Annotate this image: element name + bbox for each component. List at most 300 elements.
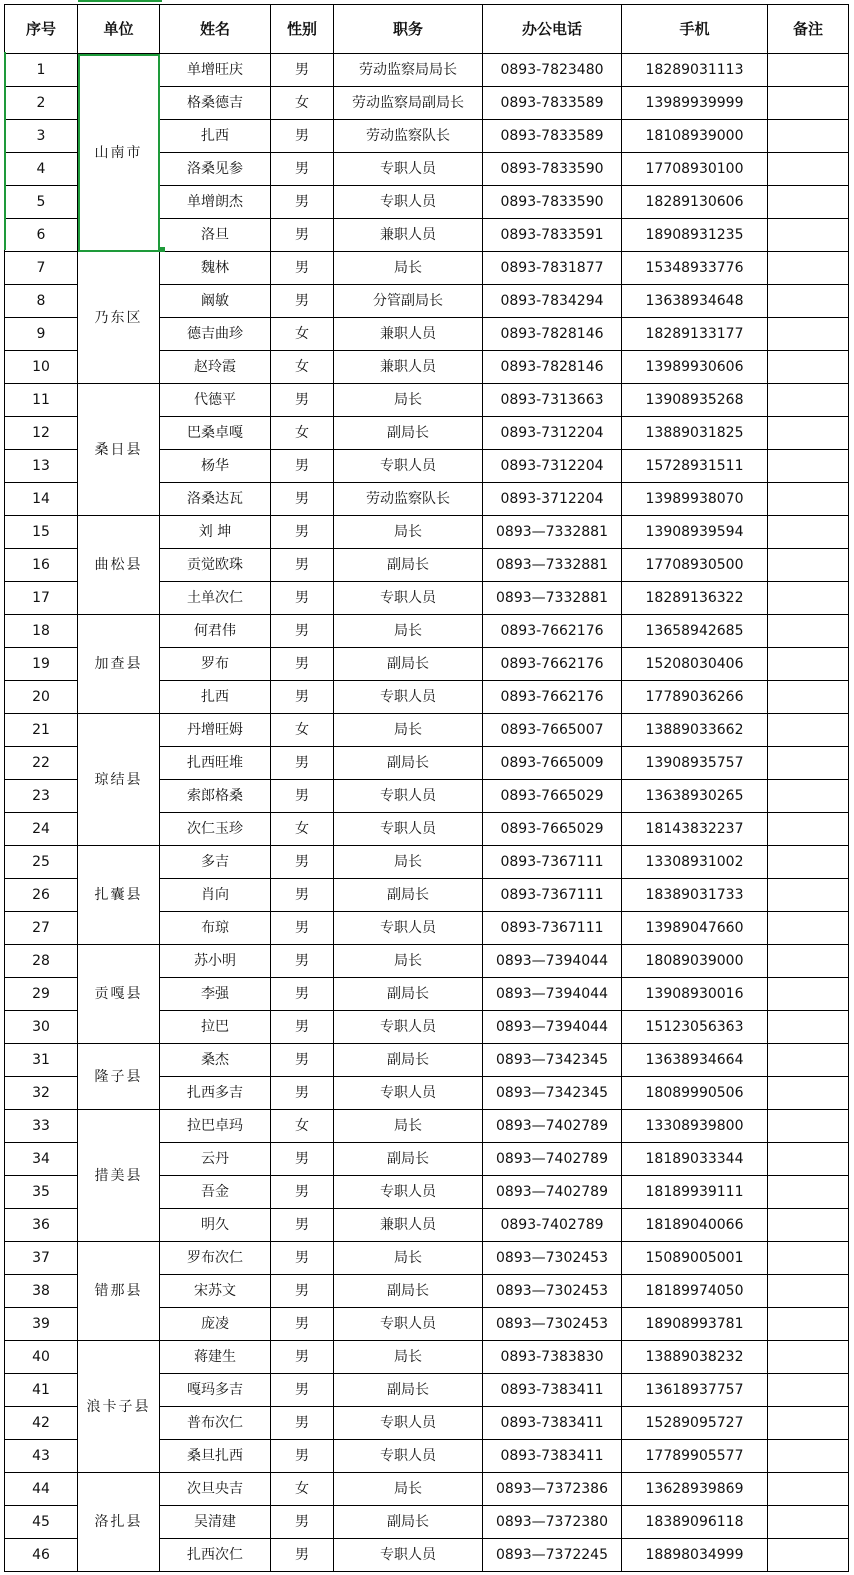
position-cell[interactable]: 副局长 (334, 417, 483, 450)
mobile-cell[interactable]: 18189939111 (622, 1176, 768, 1209)
sex-cell[interactable]: 女 (271, 714, 334, 747)
note-cell[interactable] (768, 219, 849, 252)
sex-cell[interactable]: 女 (271, 351, 334, 384)
unit-cell[interactable]: 措美县 (78, 1110, 160, 1242)
position-cell[interactable]: 副局长 (334, 978, 483, 1011)
sex-cell[interactable]: 男 (271, 483, 334, 516)
office-phone-cell[interactable]: 0893-7665009 (483, 747, 622, 780)
note-cell[interactable] (768, 450, 849, 483)
note-cell[interactable] (768, 1440, 849, 1473)
seq-cell[interactable]: 39 (5, 1308, 78, 1341)
office-phone-cell[interactable]: 0893-7383411 (483, 1440, 622, 1473)
position-cell[interactable]: 劳动监察队长 (334, 120, 483, 153)
position-cell[interactable]: 局长 (334, 252, 483, 285)
position-cell[interactable]: 劳动监察局副局长 (334, 87, 483, 120)
seq-cell[interactable]: 40 (5, 1341, 78, 1374)
name-cell[interactable]: 赵玲霞 (160, 351, 271, 384)
seq-cell[interactable]: 21 (5, 714, 78, 747)
position-cell[interactable]: 副局长 (334, 879, 483, 912)
note-cell[interactable] (768, 1473, 849, 1506)
office-phone-cell[interactable]: 0893-7823480 (483, 54, 622, 87)
name-cell[interactable]: 嘎玛多吉 (160, 1374, 271, 1407)
office-phone-cell[interactable]: 0893—7402789 (483, 1110, 622, 1143)
sex-cell[interactable]: 男 (271, 120, 334, 153)
name-cell[interactable]: 代德平 (160, 384, 271, 417)
sex-cell[interactable]: 男 (271, 153, 334, 186)
seq-cell[interactable]: 32 (5, 1077, 78, 1110)
position-cell[interactable]: 局长 (334, 1242, 483, 1275)
seq-cell[interactable]: 42 (5, 1407, 78, 1440)
seq-cell[interactable]: 37 (5, 1242, 78, 1275)
mobile-cell[interactable]: 13308939800 (622, 1110, 768, 1143)
note-cell[interactable] (768, 714, 849, 747)
office-phone-cell[interactable]: 0893—7332881 (483, 549, 622, 582)
name-cell[interactable]: 蒋建生 (160, 1341, 271, 1374)
position-cell[interactable]: 专职人员 (334, 153, 483, 186)
seq-cell[interactable]: 43 (5, 1440, 78, 1473)
position-cell[interactable]: 副局长 (334, 549, 483, 582)
seq-cell[interactable]: 29 (5, 978, 78, 1011)
seq-cell[interactable]: 13 (5, 450, 78, 483)
name-cell[interactable]: 扎西次仁 (160, 1539, 271, 1572)
note-cell[interactable] (768, 615, 849, 648)
unit-cell[interactable]: 山南市 (78, 54, 160, 252)
mobile-cell[interactable]: 17789905577 (622, 1440, 768, 1473)
office-phone-cell[interactable]: 0893—7332881 (483, 516, 622, 549)
unit-cell[interactable]: 洛扎县 (78, 1473, 160, 1572)
office-phone-cell[interactable]: 0893—7372386 (483, 1473, 622, 1506)
unit-cell[interactable]: 错那县 (78, 1242, 160, 1341)
name-cell[interactable]: 扎西多吉 (160, 1077, 271, 1110)
name-cell[interactable]: 索郎格桑 (160, 780, 271, 813)
position-cell[interactable]: 局长 (334, 1110, 483, 1143)
sex-cell[interactable]: 男 (271, 1308, 334, 1341)
position-cell[interactable]: 副局长 (334, 1143, 483, 1176)
note-cell[interactable] (768, 1341, 849, 1374)
mobile-cell[interactable]: 18189040066 (622, 1209, 768, 1242)
seq-cell[interactable]: 16 (5, 549, 78, 582)
mobile-cell[interactable]: 18908931235 (622, 219, 768, 252)
name-cell[interactable]: 拉巴 (160, 1011, 271, 1044)
name-cell[interactable]: 庞凌 (160, 1308, 271, 1341)
mobile-cell[interactable]: 15089005001 (622, 1242, 768, 1275)
office-phone-cell[interactable]: 0893-7367111 (483, 912, 622, 945)
position-cell[interactable]: 兼职人员 (334, 351, 483, 384)
sex-cell[interactable]: 男 (271, 681, 334, 714)
sex-cell[interactable]: 男 (271, 1341, 334, 1374)
position-cell[interactable]: 兼职人员 (334, 318, 483, 351)
seq-cell[interactable]: 44 (5, 1473, 78, 1506)
note-cell[interactable] (768, 1077, 849, 1110)
mobile-cell[interactable]: 17708930100 (622, 153, 768, 186)
name-cell[interactable]: 肖向 (160, 879, 271, 912)
name-cell[interactable]: 次仁玉珍 (160, 813, 271, 846)
name-cell[interactable]: 李强 (160, 978, 271, 1011)
header-note[interactable]: 备注 (768, 5, 849, 54)
mobile-cell[interactable]: 13618937757 (622, 1374, 768, 1407)
position-cell[interactable]: 专职人员 (334, 1308, 483, 1341)
office-phone-cell[interactable]: 0893—7302453 (483, 1275, 622, 1308)
name-cell[interactable]: 单增朗杰 (160, 186, 271, 219)
header-unit[interactable]: 单位 (78, 5, 160, 54)
sex-cell[interactable]: 男 (271, 582, 334, 615)
sex-cell[interactable]: 男 (271, 450, 334, 483)
sex-cell[interactable]: 男 (271, 879, 334, 912)
name-cell[interactable]: 刘 坤 (160, 516, 271, 549)
seq-cell[interactable]: 15 (5, 516, 78, 549)
note-cell[interactable] (768, 54, 849, 87)
note-cell[interactable] (768, 813, 849, 846)
sex-cell[interactable]: 男 (271, 54, 334, 87)
mobile-cell[interactable]: 13908935268 (622, 384, 768, 417)
office-phone-cell[interactable]: 0893—7302453 (483, 1308, 622, 1341)
mobile-cell[interactable]: 13889031825 (622, 417, 768, 450)
name-cell[interactable]: 洛桑见参 (160, 153, 271, 186)
note-cell[interactable] (768, 417, 849, 450)
sex-cell[interactable]: 女 (271, 1473, 334, 1506)
office-phone-cell[interactable]: 0893-7831877 (483, 252, 622, 285)
mobile-cell[interactable]: 13658942685 (622, 615, 768, 648)
note-cell[interactable] (768, 648, 849, 681)
office-phone-cell[interactable]: 0893-7662176 (483, 615, 622, 648)
office-phone-cell[interactable]: 0893—7332881 (483, 582, 622, 615)
mobile-cell[interactable]: 13989939999 (622, 87, 768, 120)
sex-cell[interactable]: 男 (271, 1044, 334, 1077)
name-cell[interactable]: 杨华 (160, 450, 271, 483)
note-cell[interactable] (768, 186, 849, 219)
mobile-cell[interactable]: 15123056363 (622, 1011, 768, 1044)
sex-cell[interactable]: 男 (271, 384, 334, 417)
position-cell[interactable]: 专职人员 (334, 1077, 483, 1110)
sex-cell[interactable]: 男 (271, 648, 334, 681)
position-cell[interactable]: 局长 (334, 714, 483, 747)
seq-cell[interactable]: 36 (5, 1209, 78, 1242)
name-cell[interactable]: 吴清建 (160, 1506, 271, 1539)
mobile-cell[interactable]: 13308931002 (622, 846, 768, 879)
position-cell[interactable]: 副局长 (334, 1506, 483, 1539)
sex-cell[interactable]: 男 (271, 1077, 334, 1110)
position-cell[interactable]: 劳动监察局局长 (334, 54, 483, 87)
seq-cell[interactable]: 45 (5, 1506, 78, 1539)
office-phone-cell[interactable]: 0893—7394044 (483, 945, 622, 978)
position-cell[interactable]: 局长 (334, 846, 483, 879)
seq-cell[interactable]: 19 (5, 648, 78, 681)
office-phone-cell[interactable]: 0893-7662176 (483, 681, 622, 714)
sex-cell[interactable]: 男 (271, 252, 334, 285)
note-cell[interactable] (768, 1011, 849, 1044)
mobile-cell[interactable]: 13908935757 (622, 747, 768, 780)
seq-cell[interactable]: 22 (5, 747, 78, 780)
sex-cell[interactable]: 男 (271, 1374, 334, 1407)
name-cell[interactable]: 多吉 (160, 846, 271, 879)
mobile-cell[interactable]: 18089039000 (622, 945, 768, 978)
mobile-cell[interactable]: 17708930500 (622, 549, 768, 582)
header-name[interactable]: 姓名 (160, 5, 271, 54)
position-cell[interactable]: 专职人员 (334, 912, 483, 945)
note-cell[interactable] (768, 1506, 849, 1539)
seq-cell[interactable]: 5 (5, 186, 78, 219)
unit-cell[interactable]: 乃东区 (78, 252, 160, 384)
position-cell[interactable]: 局长 (334, 384, 483, 417)
office-phone-cell[interactable]: 0893-7833589 (483, 87, 622, 120)
office-phone-cell[interactable]: 0893—7342345 (483, 1077, 622, 1110)
seq-cell[interactable]: 35 (5, 1176, 78, 1209)
note-cell[interactable] (768, 252, 849, 285)
seq-cell[interactable]: 11 (5, 384, 78, 417)
sex-cell[interactable]: 男 (271, 1407, 334, 1440)
seq-cell[interactable]: 6 (5, 219, 78, 252)
mobile-cell[interactable]: 13889033662 (622, 714, 768, 747)
note-cell[interactable] (768, 978, 849, 1011)
mobile-cell[interactable]: 18389096118 (622, 1506, 768, 1539)
seq-cell[interactable]: 9 (5, 318, 78, 351)
unit-cell[interactable]: 隆子县 (78, 1044, 160, 1110)
unit-cell[interactable]: 浪卡子县 (78, 1341, 160, 1473)
position-cell[interactable]: 副局长 (334, 747, 483, 780)
name-cell[interactable]: 巴桑卓嘎 (160, 417, 271, 450)
mobile-cell[interactable]: 13638934648 (622, 285, 768, 318)
note-cell[interactable] (768, 153, 849, 186)
position-cell[interactable]: 副局长 (334, 648, 483, 681)
note-cell[interactable] (768, 516, 849, 549)
seq-cell[interactable]: 8 (5, 285, 78, 318)
mobile-cell[interactable]: 18189974050 (622, 1275, 768, 1308)
sex-cell[interactable]: 男 (271, 846, 334, 879)
sex-cell[interactable]: 男 (271, 615, 334, 648)
office-phone-cell[interactable]: 0893—7342345 (483, 1044, 622, 1077)
name-cell[interactable]: 普布次仁 (160, 1407, 271, 1440)
mobile-cell[interactable]: 15728931511 (622, 450, 768, 483)
seq-cell[interactable]: 7 (5, 252, 78, 285)
note-cell[interactable] (768, 1209, 849, 1242)
position-cell[interactable]: 局长 (334, 516, 483, 549)
sex-cell[interactable]: 男 (271, 1506, 334, 1539)
name-cell[interactable]: 苏小明 (160, 945, 271, 978)
office-phone-cell[interactable]: 0893—7302453 (483, 1242, 622, 1275)
office-phone-cell[interactable]: 0893-7383411 (483, 1374, 622, 1407)
seq-cell[interactable]: 2 (5, 87, 78, 120)
mobile-cell[interactable]: 13638934664 (622, 1044, 768, 1077)
position-cell[interactable]: 专职人员 (334, 582, 483, 615)
note-cell[interactable] (768, 1275, 849, 1308)
name-cell[interactable]: 何君伟 (160, 615, 271, 648)
sex-cell[interactable]: 男 (271, 1209, 334, 1242)
office-phone-cell[interactable]: 0893-7828146 (483, 351, 622, 384)
position-cell[interactable]: 兼职人员 (334, 1209, 483, 1242)
name-cell[interactable]: 洛旦 (160, 219, 271, 252)
sex-cell[interactable]: 女 (271, 813, 334, 846)
office-phone-cell[interactable]: 0893-7665029 (483, 780, 622, 813)
note-cell[interactable] (768, 1110, 849, 1143)
mobile-cell[interactable]: 18289133177 (622, 318, 768, 351)
note-cell[interactable] (768, 1539, 849, 1572)
seq-cell[interactable]: 14 (5, 483, 78, 516)
mobile-cell[interactable]: 17789036266 (622, 681, 768, 714)
name-cell[interactable]: 明久 (160, 1209, 271, 1242)
name-cell[interactable]: 德吉曲珍 (160, 318, 271, 351)
seq-cell[interactable]: 38 (5, 1275, 78, 1308)
sex-cell[interactable]: 男 (271, 186, 334, 219)
seq-cell[interactable]: 17 (5, 582, 78, 615)
office-phone-cell[interactable]: 0893-7402789 (483, 1209, 622, 1242)
sex-cell[interactable]: 女 (271, 87, 334, 120)
name-cell[interactable]: 云丹 (160, 1143, 271, 1176)
office-phone-cell[interactable]: 0893—7394044 (483, 1011, 622, 1044)
seq-cell[interactable]: 10 (5, 351, 78, 384)
unit-cell[interactable]: 扎囊县 (78, 846, 160, 945)
unit-cell[interactable]: 曲松县 (78, 516, 160, 615)
position-cell[interactable]: 专职人员 (334, 681, 483, 714)
sex-cell[interactable]: 男 (271, 285, 334, 318)
sex-cell[interactable]: 男 (271, 1275, 334, 1308)
sex-cell[interactable]: 男 (271, 1176, 334, 1209)
note-cell[interactable] (768, 1308, 849, 1341)
office-phone-cell[interactable]: 0893-7833590 (483, 186, 622, 219)
office-phone-cell[interactable]: 0893-7834294 (483, 285, 622, 318)
office-phone-cell[interactable]: 0893-7383411 (483, 1407, 622, 1440)
mobile-cell[interactable]: 15208030406 (622, 648, 768, 681)
position-cell[interactable]: 兼职人员 (334, 219, 483, 252)
position-cell[interactable]: 局长 (334, 945, 483, 978)
note-cell[interactable] (768, 846, 849, 879)
office-phone-cell[interactable]: 0893-7833591 (483, 219, 622, 252)
mobile-cell[interactable]: 13989938070 (622, 483, 768, 516)
seq-cell[interactable]: 1 (5, 54, 78, 87)
selection-fill-handle[interactable] (160, 247, 165, 252)
note-cell[interactable] (768, 1044, 849, 1077)
seq-cell[interactable]: 46 (5, 1539, 78, 1572)
seq-cell[interactable]: 31 (5, 1044, 78, 1077)
seq-cell[interactable]: 41 (5, 1374, 78, 1407)
sex-cell[interactable]: 男 (271, 1242, 334, 1275)
unit-cell[interactable]: 琼结县 (78, 714, 160, 846)
office-phone-cell[interactable]: 0893-7312204 (483, 417, 622, 450)
name-cell[interactable]: 扎西旺堆 (160, 747, 271, 780)
note-cell[interactable] (768, 318, 849, 351)
unit-cell[interactable]: 贡嘎县 (78, 945, 160, 1044)
seq-cell[interactable]: 24 (5, 813, 78, 846)
name-cell[interactable]: 土单次仁 (160, 582, 271, 615)
position-cell[interactable]: 专职人员 (334, 813, 483, 846)
mobile-cell[interactable]: 13908939594 (622, 516, 768, 549)
position-cell[interactable]: 局长 (334, 615, 483, 648)
name-cell[interactable]: 罗布 (160, 648, 271, 681)
sex-cell[interactable]: 男 (271, 516, 334, 549)
seq-cell[interactable]: 3 (5, 120, 78, 153)
office-phone-cell[interactable]: 0893-7833590 (483, 153, 622, 186)
sex-cell[interactable]: 女 (271, 1110, 334, 1143)
sex-cell[interactable]: 男 (271, 912, 334, 945)
office-phone-cell[interactable]: 0893-3712204 (483, 483, 622, 516)
office-phone-cell[interactable]: 0893-7665007 (483, 714, 622, 747)
header-position[interactable]: 职务 (334, 5, 483, 54)
office-phone-cell[interactable]: 0893—7372380 (483, 1506, 622, 1539)
seq-cell[interactable]: 23 (5, 780, 78, 813)
name-cell[interactable]: 贡觉欧珠 (160, 549, 271, 582)
unit-cell[interactable]: 加查县 (78, 615, 160, 714)
mobile-cell[interactable]: 18289031113 (622, 54, 768, 87)
name-cell[interactable]: 桑旦扎西 (160, 1440, 271, 1473)
sex-cell[interactable]: 男 (271, 978, 334, 1011)
unit-cell[interactable]: 桑日县 (78, 384, 160, 516)
name-cell[interactable]: 阚敏 (160, 285, 271, 318)
mobile-cell[interactable]: 18389031733 (622, 879, 768, 912)
position-cell[interactable]: 副局长 (334, 1374, 483, 1407)
mobile-cell[interactable]: 18189033344 (622, 1143, 768, 1176)
office-phone-cell[interactable]: 0893—7402789 (483, 1176, 622, 1209)
name-cell[interactable]: 单增旺庆 (160, 54, 271, 87)
position-cell[interactable]: 专职人员 (334, 1176, 483, 1209)
office-phone-cell[interactable]: 0893-7828146 (483, 318, 622, 351)
note-cell[interactable] (768, 351, 849, 384)
position-cell[interactable]: 分管副局长 (334, 285, 483, 318)
sex-cell[interactable]: 男 (271, 747, 334, 780)
note-cell[interactable] (768, 1374, 849, 1407)
sex-cell[interactable]: 男 (271, 219, 334, 252)
mobile-cell[interactable]: 18289136322 (622, 582, 768, 615)
mobile-cell[interactable]: 13628939869 (622, 1473, 768, 1506)
sex-cell[interactable]: 男 (271, 1440, 334, 1473)
office-phone-cell[interactable]: 0893-7383830 (483, 1341, 622, 1374)
position-cell[interactable]: 专职人员 (334, 780, 483, 813)
office-phone-cell[interactable]: 0893—7402789 (483, 1143, 622, 1176)
position-cell[interactable]: 副局长 (334, 1044, 483, 1077)
header-mobile[interactable]: 手机 (622, 5, 768, 54)
mobile-cell[interactable]: 18289130606 (622, 186, 768, 219)
seq-cell[interactable]: 28 (5, 945, 78, 978)
seq-cell[interactable]: 33 (5, 1110, 78, 1143)
note-cell[interactable] (768, 747, 849, 780)
mobile-cell[interactable]: 18089990506 (622, 1077, 768, 1110)
position-cell[interactable]: 局长 (334, 1341, 483, 1374)
position-cell[interactable]: 专职人员 (334, 186, 483, 219)
name-cell[interactable]: 布琼 (160, 912, 271, 945)
office-phone-cell[interactable]: 0893-7367111 (483, 846, 622, 879)
seq-cell[interactable]: 4 (5, 153, 78, 186)
sex-cell[interactable]: 男 (271, 1011, 334, 1044)
sex-cell[interactable]: 女 (271, 417, 334, 450)
position-cell[interactable]: 副局长 (334, 1275, 483, 1308)
position-cell[interactable]: 专职人员 (334, 450, 483, 483)
seq-cell[interactable]: 26 (5, 879, 78, 912)
note-cell[interactable] (768, 87, 849, 120)
note-cell[interactable] (768, 945, 849, 978)
office-phone-cell[interactable]: 0893-7313663 (483, 384, 622, 417)
name-cell[interactable]: 次旦央吉 (160, 1473, 271, 1506)
sex-cell[interactable]: 男 (271, 1143, 334, 1176)
position-cell[interactable]: 专职人员 (334, 1011, 483, 1044)
mobile-cell[interactable]: 13989930606 (622, 351, 768, 384)
seq-cell[interactable]: 25 (5, 846, 78, 879)
name-cell[interactable]: 吾金 (160, 1176, 271, 1209)
sex-cell[interactable]: 男 (271, 549, 334, 582)
mobile-cell[interactable]: 15348933776 (622, 252, 768, 285)
name-cell[interactable]: 罗布次仁 (160, 1242, 271, 1275)
note-cell[interactable] (768, 780, 849, 813)
seq-cell[interactable]: 18 (5, 615, 78, 648)
office-phone-cell[interactable]: 0893-7367111 (483, 879, 622, 912)
note-cell[interactable] (768, 285, 849, 318)
header-office-phone[interactable]: 办公电话 (483, 5, 622, 54)
name-cell[interactable]: 格桑德吉 (160, 87, 271, 120)
office-phone-cell[interactable]: 0893-7312204 (483, 450, 622, 483)
sex-cell[interactable]: 女 (271, 318, 334, 351)
name-cell[interactable]: 扎西 (160, 681, 271, 714)
note-cell[interactable] (768, 1407, 849, 1440)
name-cell[interactable]: 丹增旺姆 (160, 714, 271, 747)
note-cell[interactable] (768, 582, 849, 615)
note-cell[interactable] (768, 912, 849, 945)
